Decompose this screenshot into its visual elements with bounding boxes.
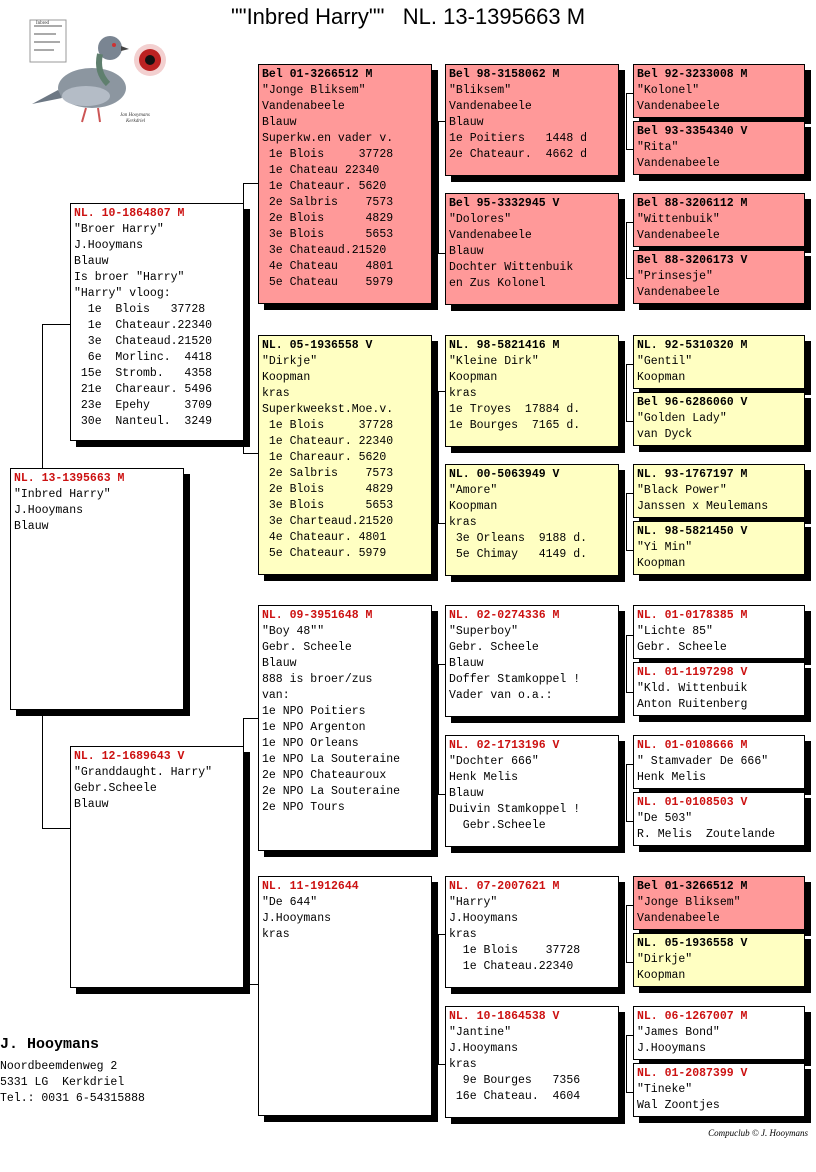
ring-number: NL. 11-1912644 [262,880,359,893]
card-line: Duivin Stamkoppel ! [449,803,581,816]
card-line: "Harry" vloog: [74,287,171,300]
card-line: 1e Bourges 7165 d. [449,419,581,432]
connector-line [626,821,633,822]
great-grandparent-card[interactable] [445,335,619,447]
card-line: 1e Blois 37728 [74,303,206,316]
card-line: 1e Poitiers 1448 d [449,132,588,145]
card-line: 1e Chateau 22340 [262,164,380,177]
card-line: 1e Blois 37728 [449,944,581,957]
card-line: Blauw [449,116,484,129]
card-line: van: [262,689,290,702]
ancestor-card[interactable] [633,792,805,846]
svg-text:Jan Hooymans: Jan Hooymans [120,113,150,118]
connector-line [438,391,439,523]
ring-number: NL. 05-1936558 V [262,339,373,352]
card-line: J.Hooymans [449,912,519,925]
pedigree-title: ""Inbred Harry"" NL. 13-1395663 M [230,4,586,29]
footer-credit: Compuclub © J. Hooymans [708,1128,808,1138]
connector-line [42,710,43,828]
card-line: "Yi Min" [637,541,693,554]
connector-line [626,93,627,149]
connector-line [243,183,258,184]
connector-line [42,324,43,468]
card-line: en Zus Kolonel [449,277,546,290]
ancestor-card[interactable] [633,121,805,175]
ring-number: NL. 06-1267007 M [637,1010,748,1023]
card-line: "Rita" [637,141,679,154]
connector-line [42,324,70,325]
ring-number: NL. 09-3951648 M [262,609,373,622]
ancestor-card[interactable] [633,250,805,304]
card-line: "Golden Lady" [637,412,727,425]
connector-line [438,664,445,665]
card-line: 1e Chateaur.22340 [74,319,213,332]
card-line: Blauw [262,116,297,129]
card-line: 2e NPO Tours [262,801,345,814]
ancestor-card[interactable] [633,193,805,247]
card-line: kras [262,928,290,941]
card-line: Blauw [262,657,297,670]
ancestor-card[interactable] [633,735,805,789]
card-line: "Bliksem" [449,84,512,97]
ring-number: Bel 01-3266512 M [637,880,748,893]
card-line: Gebr. Scheele [262,641,352,654]
card-line: "Gentil" [637,355,693,368]
connector-line [626,962,633,963]
card-line: kras [262,387,290,400]
card-line: "Boy 48"" [262,625,325,638]
grandparent-card[interactable] [258,605,432,851]
great-grandparent-card[interactable] [445,605,619,717]
card-line: 21e Chareaur. 5496 [74,383,213,396]
card-line: 1e Chareaur. 5620 [262,451,387,464]
connector-line [626,149,633,150]
owner-name: J. Hooymans [0,1036,100,1053]
pigeon-icon [22,16,172,128]
card-line: Vader van o.a.: [449,689,553,702]
card-line: kras [449,1058,477,1071]
grandparent-card[interactable] [258,335,432,575]
card-line: "Granddaught. Harry" [74,766,213,779]
card-line: Vandenabeele [637,912,720,925]
card-line: Vandenabeele [637,229,720,242]
connector-line [626,1092,633,1093]
connector-line [626,493,627,550]
mother-card[interactable] [70,746,244,988]
ring-number: Bel 98-3158062 M [449,68,560,81]
card-line: Blauw [449,787,484,800]
card-line: Koopman [262,371,311,384]
card-line: Superkweekst.Moe.v. [262,403,394,416]
card-line: "Dirkje" [637,953,693,966]
card-line: "James Bond" [637,1026,720,1039]
grandparent-card[interactable] [258,64,432,304]
card-line: Vandenabeele [637,286,720,299]
card-line: 1e Chateaur. 22340 [262,435,394,448]
ring-number: NL. 01-0108503 V [637,796,748,809]
connector-line [626,1035,627,1092]
ring-number: NL. 93-1767197 M [637,468,748,481]
ring-number: Bel 96-6286060 V [637,396,748,409]
card-line: "Jonge Bliksem" [262,84,366,97]
ring-number: NL. 05-1936558 V [637,937,748,950]
card-line: 5e Chateau 5979 [262,276,394,289]
card-line: Doffer Stamkoppel ! [449,673,581,686]
connector-line [626,364,633,365]
card-line: " Stamvader De 666" [637,755,769,768]
connector-line [626,278,633,279]
connector-line [438,523,445,524]
connector-line [438,794,445,795]
card-line: Vandenabeele [262,100,345,113]
card-line: 1e Blois 37728 [262,419,394,432]
card-line: "Dirkje" [262,355,318,368]
card-line: "Amore" [449,484,498,497]
card-line: Gebr.Scheele [449,819,546,832]
ring-number: Bel 93-3354340 V [637,125,748,138]
connector-line [438,934,439,1064]
ancestor-card[interactable] [633,933,805,987]
ancestor-card[interactable] [633,662,805,716]
ancestor-card[interactable] [633,521,805,575]
great-grandparent-card[interactable] [445,64,619,176]
card-line: "Broer Harry" [74,223,164,236]
connector-line [626,764,633,765]
card-line: J.Hooymans [74,239,144,252]
card-line: "Jantine" [449,1026,512,1039]
ring-number: NL. 98-5821416 M [449,339,560,352]
ring-number: Bel 88-3206112 M [637,197,748,210]
card-line: Koopman [449,371,498,384]
card-line: "Tineke" [637,1083,693,1096]
card-line: J.Hooymans [14,504,84,517]
card-line: kras [449,516,477,529]
card-line: 4e Chateau 4801 [262,260,394,273]
card-line: R. Melis Zoutelande [637,828,776,841]
grandparent-card[interactable] [258,876,432,1116]
ancestor-card[interactable] [633,876,805,930]
card-line: 2e NPO Chateauroux [262,769,387,782]
card-line: 1e Troyes 17884 d. [449,403,581,416]
connector-line [243,718,258,719]
ring-number: NL. 10-1864538 V [449,1010,560,1023]
card-line: van Dyck [637,428,693,441]
connector-line [626,764,627,821]
card-line: 2e Blois 4829 [262,212,394,225]
father-card[interactable] [70,203,244,441]
connector-line [626,222,633,223]
ancestor-card[interactable] [633,335,805,389]
connector-line [626,635,633,636]
ring-number: NL. 01-0178385 M [637,609,748,622]
ring-number: NL. 01-0108666 M [637,739,748,752]
connector-line [438,1064,445,1065]
owner-block [0,1036,145,1107]
connector-line [626,905,627,962]
card-line: Vandenabeele [449,100,532,113]
connector-line [626,550,633,551]
card-line: 15e Stromb. 4358 [74,367,213,380]
card-line: 2e Salbris 7573 [262,196,394,209]
ring-number: NL. 02-0274336 M [449,609,560,622]
card-line: Koopman [449,500,498,513]
connector-line [626,493,633,494]
card-line: "Kleine Dirk" [449,355,539,368]
card-line: 5e Chimay 4149 d. [449,548,588,561]
card-line: Anton Ruitenberg [637,698,748,711]
connector-line [626,222,627,278]
subject-pigeon-card[interactable] [10,468,184,710]
ring-number: NL. 13-1395663 M [14,472,125,485]
card-line: "De 644" [262,896,318,909]
ring-number: Bel 01-3266512 M [262,68,373,81]
card-line: 16e Chateau. 4604 [449,1090,581,1103]
connector-line [626,635,627,692]
card-line: Gebr.Scheele [74,782,157,795]
connector-line [243,984,258,985]
svg-text:Inbred: Inbred [36,21,50,26]
ancestor-card[interactable] [633,605,805,659]
card-line: Henk Melis [449,771,519,784]
connector-line [438,391,445,392]
card-line: 2e Salbris 7573 [262,467,394,480]
card-line: "Prinsesje" [637,270,713,283]
card-line: Janssen x Meulemans [637,500,769,513]
card-line: J.Hooymans [262,912,332,925]
card-line: "Dolores" [449,213,512,226]
card-line: 1e Blois 37728 [262,148,394,161]
card-line: 6e Morlinc. 4418 [74,351,213,364]
card-line: "Dochter 666" [449,755,539,768]
card-line: 1e NPO Poitiers [262,705,366,718]
card-line: 1e NPO Argenton [262,721,366,734]
card-line: 888 is broer/zus [262,673,373,686]
card-line: Wal Zoontjes [637,1099,720,1112]
connector-line [626,905,633,906]
card-line: 30e Nanteul. 3249 [74,415,213,428]
card-line: 3e Chateaud.21520 [262,244,387,257]
card-line: kras [449,387,477,400]
card-line: J.Hooymans [637,1042,707,1055]
card-line: Dochter Wittenbuik [449,261,574,274]
card-line: 3e Orleans 9188 d. [449,532,588,545]
ancestor-card[interactable] [633,1063,805,1117]
connector-line [438,253,445,254]
ancestor-card[interactable] [633,392,805,446]
card-line: 1e NPO La Souteraine [262,753,401,766]
ancestor-card[interactable] [633,64,805,118]
card-line: Vandenabeele [637,100,720,113]
owner-phone: Tel.: 0031 6-54315888 [0,1092,145,1105]
card-line: 23e Epehy 3709 [74,399,213,412]
ring-number: NL. 00-5063949 V [449,468,560,481]
great-grandparent-card[interactable] [445,735,619,847]
card-line: 3e Charteaud.21520 [262,515,394,528]
ancestor-card[interactable] [633,464,805,518]
connector-line [626,93,633,94]
ring-number: NL. 01-2087399 V [637,1067,748,1080]
card-line: J.Hooymans [449,1042,519,1055]
ring-number: NL. 10-1864807 M [74,207,185,220]
card-line: "Lichte 85" [637,625,713,638]
ring-number: NL. 12-1689643 V [74,750,185,763]
card-line: "Jonge Bliksem" [637,896,741,909]
card-line: Gebr. Scheele [637,641,727,654]
great-grandparent-card[interactable] [445,1006,619,1118]
card-line: Gebr. Scheele [449,641,539,654]
great-grandparent-card[interactable] [445,876,619,988]
card-line: "De 503" [637,812,693,825]
card-line: 3e Chateaud.21520 [74,335,213,348]
ring-number: NL. 01-1197298 V [637,666,748,679]
ring-number: Bel 92-3233008 M [637,68,748,81]
card-line: "Black Power" [637,484,727,497]
card-line: Koopman [637,557,686,570]
great-grandparent-card[interactable] [445,193,619,305]
card-line: 9e Bourges 7356 [449,1074,581,1087]
card-line: 2e NPO La Souteraine [262,785,401,798]
card-line: Blauw [449,657,484,670]
card-line: "Inbred Harry" [14,488,111,501]
connector-line [626,692,633,693]
great-grandparent-card[interactable] [445,464,619,576]
card-line: "Superboy" [449,625,519,638]
card-line: 1e NPO Orleans [262,737,359,750]
card-line: 3e Blois 5653 [262,499,394,512]
card-line: 1e Chateau.22340 [449,960,574,973]
ring-number: NL. 02-1713196 V [449,739,560,752]
card-line: Blauw [74,255,109,268]
connector-line [438,121,445,122]
card-line: 1e Chateaur. 5620 [262,180,387,193]
card-line: "Harry" [449,896,498,909]
ring-number: NL. 98-5821450 V [637,525,748,538]
connector-line [626,421,633,422]
connector-line [42,828,70,829]
connector-line [438,664,439,794]
card-line: Is broer "Harry" [74,271,185,284]
owner-street: Noordbeemdenweg 2 [0,1060,118,1073]
connector-line [438,934,445,935]
card-line: Koopman [637,969,686,982]
ring-number: NL. 92-5310320 M [637,339,748,352]
ring-number: Bel 88-3206173 V [637,254,748,267]
svg-text:Kerkdriel: Kerkdriel [126,119,146,124]
pigeon-logo [22,16,172,128]
card-line: "Kld. Wittenbuik [637,682,748,695]
card-line: 3e Blois 5653 [262,228,394,241]
card-line: 2e Blois 4829 [262,483,394,496]
card-line: 5e Chateaur. 5979 [262,547,387,560]
ancestor-card[interactable] [633,1006,805,1060]
card-line: 4e Chateaur. 4801 [262,531,387,544]
ring-number: Bel 95-3332945 V [449,197,560,210]
card-line: Blauw [74,798,109,811]
card-line: Vandenabeele [637,157,720,170]
card-line: Blauw [14,520,49,533]
connector-line [438,121,439,253]
card-line: Koopman [637,371,686,384]
card-line: Henk Melis [637,771,707,784]
card-line: "Kolonel" [637,84,700,97]
owner-city: 5331 LG Kerkdriel [0,1076,125,1089]
ring-number: NL. 07-2007621 M [449,880,560,893]
card-line: Superkw.en vader v. [262,132,394,145]
card-line: Blauw [449,245,484,258]
card-line: Vandenabeele [449,229,532,242]
connector-line [626,1035,633,1036]
card-line: "Wittenbuik" [637,213,720,226]
card-line: 2e Chateaur. 4662 d [449,148,588,161]
connector-line [243,453,258,454]
connector-line [626,364,627,421]
card-line: kras [449,928,477,941]
